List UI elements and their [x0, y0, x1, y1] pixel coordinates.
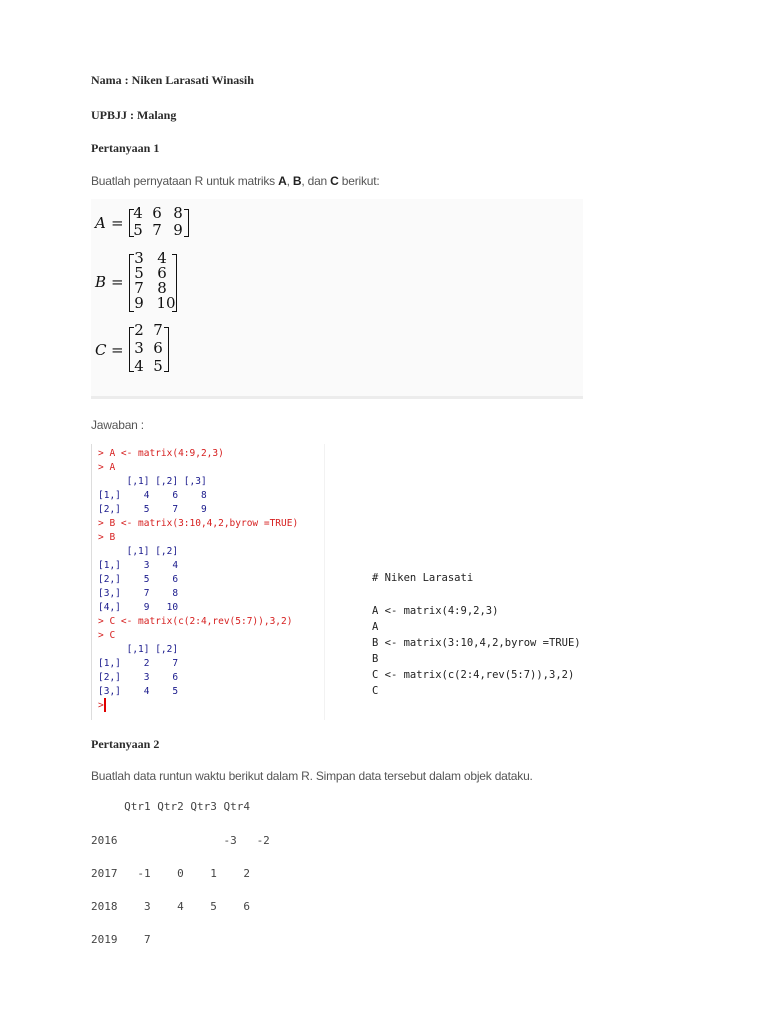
matrix-b-cell: 10: [156, 294, 176, 312]
console-line: [1,] 4 6 8: [98, 490, 207, 501]
matrix-c-right-bracket: [164, 327, 169, 372]
timeseries-row: 2017 -1 0 1 2: [91, 867, 250, 880]
console-line: [2,] 5 6: [98, 574, 179, 585]
matrix-c-equals: =: [111, 341, 124, 359]
student-name: Nama : Niken Larasati Winasih: [91, 73, 254, 87]
matrix-b-cell: 7: [134, 279, 144, 297]
console-line: [4,] 9 10: [98, 602, 179, 613]
console-line: [,1] [,2]: [98, 644, 179, 655]
prompt-text-1: Buatlah pernyataan R untuk matriks: [91, 174, 279, 188]
console-prompt: >: [98, 700, 104, 711]
console-line: > A <- matrix(4:9,2,3): [98, 448, 224, 459]
script-line: B <- matrix(3:10,4,2,byrow =TRUE): [372, 637, 581, 649]
timeseries-row: 2018 3 4 5 6: [91, 900, 250, 913]
console-line: > B: [98, 532, 116, 543]
console-line: > C: [98, 630, 116, 641]
matrix-c-cell: 5: [153, 357, 163, 375]
console-line: [,1] [,2]: [98, 546, 179, 557]
matrix-a-cell: 6: [152, 204, 162, 222]
matrix-c-name: C: [95, 341, 107, 359]
console-line: > C <- matrix(c(2:4,rev(5:7)),3,2): [98, 616, 293, 627]
console-line: [2,] 3 6: [98, 672, 179, 683]
matrix-b-name: B: [95, 273, 107, 291]
matrix-a-cell: 4: [133, 204, 143, 222]
matrix-a-right-bracket: [184, 209, 189, 237]
prompt-text-2: ,: [286, 174, 293, 188]
matrix-b-cell: 9: [134, 294, 144, 312]
console-line: [1,] 3 4: [98, 560, 179, 571]
matrix-b-right-bracket: [172, 254, 177, 312]
prompt-text-4: berikut:: [338, 174, 380, 188]
upbjj-label: UPBJJ : Malang: [91, 108, 177, 122]
matrix-b-cell: 3: [134, 249, 144, 267]
console-line: [1,] 2 7: [98, 658, 179, 669]
timeseries-row: 2016 -3 -2: [91, 834, 270, 847]
script-comment: # Niken Larasati: [372, 572, 474, 584]
matrix-a-cell: 9: [173, 221, 183, 239]
script-line: A: [372, 621, 379, 633]
console-line: > A: [98, 462, 116, 473]
script-line: C <- matrix(c(2:4,rev(5:7)),3,2): [372, 669, 575, 681]
prompt-matrix-c: C: [330, 174, 339, 188]
question-1-prompt: [91, 174, 380, 188]
console-line: [3,] 7 8: [98, 588, 179, 599]
console-cursor: [104, 698, 106, 712]
script-line: A <- matrix(4:9,2,3): [372, 605, 499, 617]
timeseries-table: [91, 800, 391, 960]
matrix-b-cell: 6: [157, 264, 167, 282]
script-line: C: [372, 685, 379, 697]
matrix-b-cell: 5: [134, 264, 144, 282]
matrix-c-cell: 7: [153, 321, 163, 339]
prompt-matrix-b: B: [292, 174, 302, 188]
matrix-a-equals: =: [111, 214, 124, 232]
console-line: [2,] 5 7 9: [98, 504, 207, 515]
matrix-b-cell: 8: [157, 279, 167, 297]
matrix-c-cell: 4: [134, 357, 144, 375]
prompt-matrix-a: A: [278, 174, 287, 188]
question-2-title: Pertanyaan 2: [91, 737, 160, 751]
console-line: > B <- matrix(3:10,4,2,byrow =TRUE): [98, 518, 299, 529]
timeseries-row: 2019 7: [91, 933, 151, 946]
console-line: [,1] [,2] [,3]: [98, 476, 207, 487]
matrix-a-cell: 5: [133, 221, 143, 239]
matrix-b-equals: =: [111, 273, 124, 291]
r-script: [372, 572, 672, 702]
matrix-a-name: A: [95, 214, 106, 232]
console-line: [3,] 4 5: [98, 686, 179, 697]
answer-label: Jawaban :: [91, 418, 144, 432]
matrix-b-cell: 4: [157, 249, 167, 267]
matrix-figure: [91, 199, 583, 399]
prompt-text-3: , dan: [301, 174, 331, 188]
r-console-output: [91, 444, 325, 720]
matrix-a-cell: 7: [152, 221, 162, 239]
matrix-a-cell: 8: [173, 204, 183, 222]
question-1-title: Pertanyaan 1: [91, 141, 160, 155]
timeseries-header: Qtr1 Qtr2 Qtr3 Qtr4: [91, 800, 250, 813]
matrix-c-cell: 2: [134, 321, 144, 339]
question-2-prompt: Buatlah data runtun waktu berikut dalam R. Simpan data tersebut dalam objek dataku.: [91, 769, 533, 783]
matrix-c-cell: 6: [153, 339, 163, 357]
matrix-c-cell: 3: [134, 339, 144, 357]
script-line: B: [372, 653, 379, 665]
